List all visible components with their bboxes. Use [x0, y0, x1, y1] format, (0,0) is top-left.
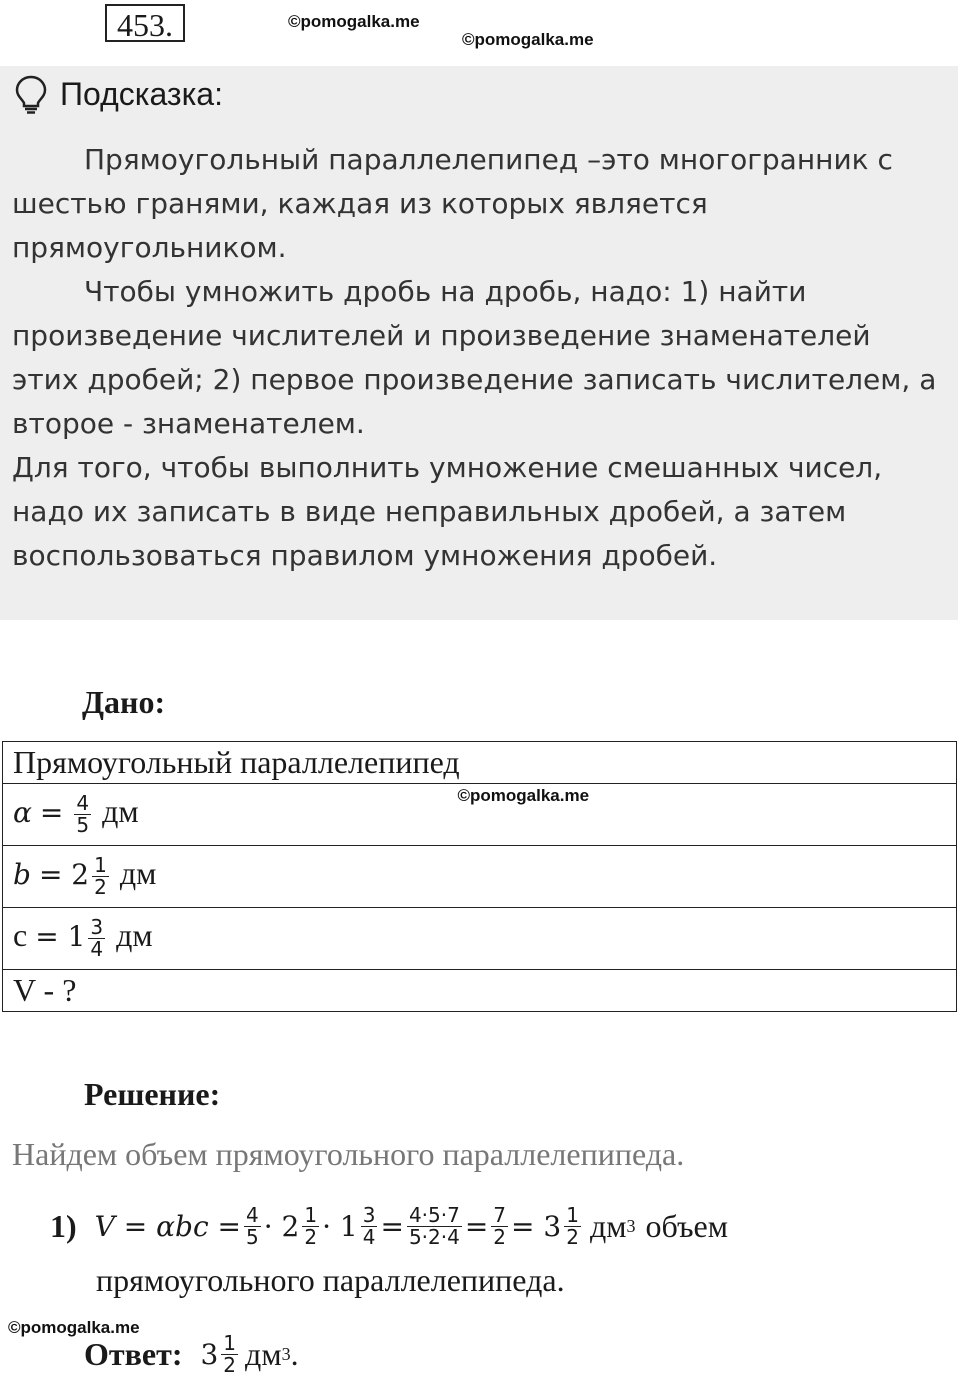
operator: =	[380, 1209, 404, 1243]
solution-line2: прямоугольного параллелепипеда.	[96, 1262, 565, 1298]
given-row	[3, 846, 957, 908]
fraction: $\frac{1}{2}$	[566, 1202, 579, 1249]
unit: дм	[245, 1335, 282, 1372]
operator: · 1	[322, 1209, 358, 1243]
solution-heading: Решение:	[84, 1076, 221, 1112]
fraction: $\frac{3}{4}$	[90, 915, 104, 962]
unit-exponent: 3	[626, 1215, 636, 1236]
operator: =	[464, 1209, 489, 1243]
step-tail: объем	[645, 1207, 728, 1244]
given-row	[3, 970, 957, 1012]
answer-label: Ответ:	[84, 1335, 183, 1372]
fraction: $\frac{3}{4}$	[362, 1202, 376, 1249]
equals: = 2	[38, 857, 90, 891]
answer	[84, 1326, 299, 1382]
fraction: $\frac{1}{2}$	[94, 853, 107, 900]
fraction: $\frac{1}{2}$	[223, 1330, 237, 1377]
fraction: $\frac{1}{2}$	[304, 1202, 318, 1249]
watermark: ©pomogalka.me	[288, 12, 420, 31]
fraction: $\frac{4}{5}$	[76, 791, 90, 838]
given-row	[3, 742, 957, 784]
equals: = 1	[35, 919, 86, 953]
given-cell	[3, 784, 957, 846]
solution-intro: Найдем объем прямоугольного параллелепипеда.	[12, 1136, 685, 1172]
answer-whole: 3	[200, 1337, 219, 1371]
unit: дм	[589, 1207, 627, 1244]
fraction: $\frac{4\cdot 5\cdot 7}{5\cdot 2\cdot 4}$	[408, 1202, 460, 1249]
hint-body	[12, 138, 942, 578]
var-b: b	[13, 857, 31, 891]
operator: = 3	[511, 1209, 562, 1243]
unit: дм	[102, 792, 139, 829]
watermark: ©pomogalka.me	[457, 785, 590, 805]
formula-lhs: V = αbc =	[94, 1209, 242, 1243]
given-heading: Дано:	[82, 684, 166, 720]
unit: дм	[119, 854, 157, 891]
hint-paragraph: Прямоугольный параллелепипед –это многогранник с шестью гранями, каждая из которых является прямоугольником.	[12, 143, 893, 264]
step-label: 1)	[50, 1207, 77, 1244]
watermark: ©pomogalka.me	[462, 30, 594, 49]
fraction: $\frac{7}{2}$	[493, 1202, 507, 1249]
given-row	[3, 908, 957, 970]
given-cell	[3, 908, 957, 970]
given-table	[2, 741, 957, 1012]
given-cell: V - ?	[3, 970, 957, 1012]
equals: =	[39, 795, 64, 829]
var-c: c	[13, 916, 28, 953]
watermark: ©pomogalka.me	[8, 1318, 140, 1337]
hint-title: Подсказка:	[60, 76, 223, 112]
hint-paragraph: Чтобы умножить дробь на дробь, надо: 1) найти произведение числителей и произведение знаменателей этих дробей; 2) первое произведение записать числителем, а второе - знаменателем.	[12, 275, 937, 440]
unit: дм	[116, 916, 153, 953]
hint-paragraph: Для того, чтобы выполнить умножение смешанных чисел, надо их записать в виде неправильных дробей, а затем воспользоваться правилом умножения дробей.	[12, 451, 883, 572]
given-row	[3, 784, 957, 846]
operator: · 2	[263, 1209, 300, 1243]
given-cell: Прямоугольный параллелепипед	[3, 742, 957, 784]
task-number: 453.	[105, 4, 185, 42]
var-a: α	[13, 795, 32, 829]
answer-end: .	[290, 1335, 299, 1372]
unit-exponent: 3	[281, 1343, 291, 1364]
fraction: $\frac{4}{5}$	[246, 1202, 259, 1249]
given-cell	[3, 846, 957, 908]
lightbulb-icon	[14, 74, 48, 114]
solution-step	[50, 1194, 728, 1258]
